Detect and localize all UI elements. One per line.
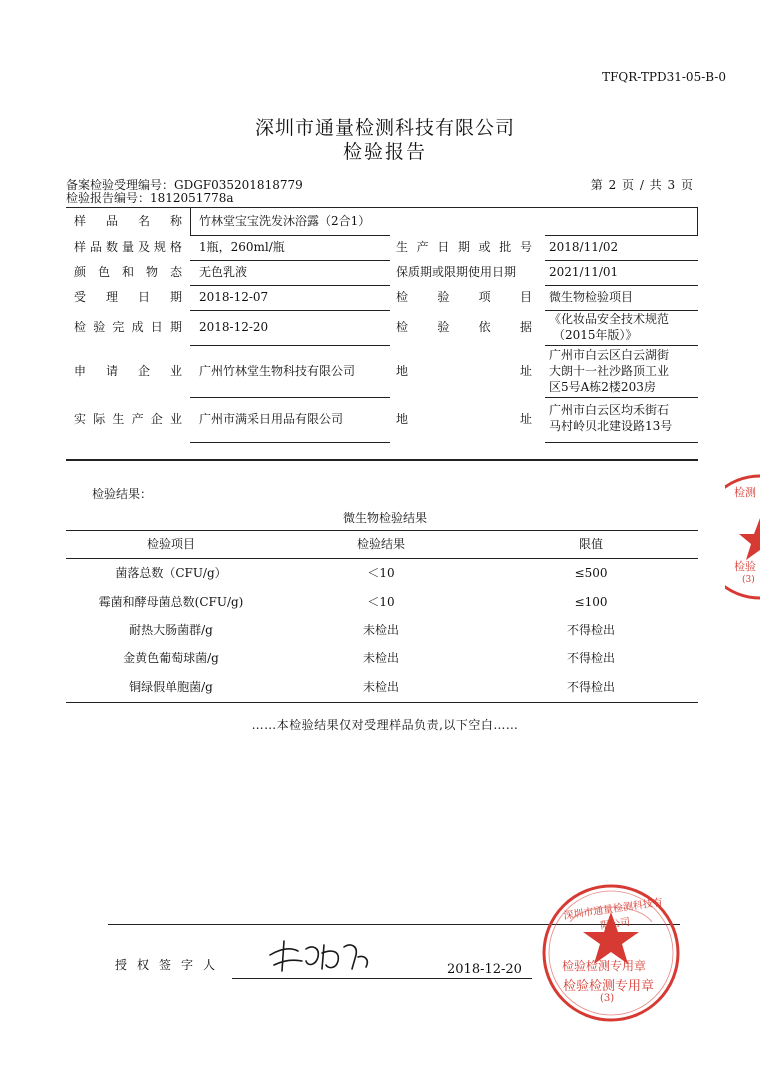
manufacturer-address-line-2: 马村岭贝北建设路13号 [549, 419, 673, 433]
rule [545, 260, 698, 261]
rule [545, 397, 698, 398]
seal-label-stamped: 检验检测专用章 [563, 979, 655, 994]
label-char: 检 [396, 290, 409, 304]
label-char: 日 [150, 320, 163, 334]
label-char: 物 [145, 265, 158, 279]
label-char: 据 [519, 320, 532, 334]
table-row [66, 644, 696, 672]
sample-name: 竹林堂宝宝洗发沐浴露（2合1） [199, 214, 371, 228]
label-char: 申 [74, 364, 87, 378]
label-char: 验 [437, 320, 450, 334]
label-color [74, 262, 182, 282]
info-bottom-rule [66, 459, 698, 461]
label-applicant-address [396, 347, 532, 395]
results-table-title: 微生物检验结果 [342, 511, 427, 525]
table-row [66, 616, 696, 644]
blank-below-note: ……本检验结果仅对受理样品负责,以下空白…… [251, 718, 519, 732]
label-char: 验 [93, 320, 106, 334]
side-stamp-top: 检测 [734, 486, 756, 499]
label-char: 和 [121, 265, 134, 279]
label-prod-date [396, 237, 532, 257]
row-limit: 不得检出 [566, 680, 615, 694]
row-result: ＜10 [367, 566, 395, 580]
label-char: 企 [150, 412, 163, 426]
row-item: 菌落总数（CFU/g） [115, 566, 227, 580]
label-char: 实 [74, 412, 87, 426]
row-limit: 不得检出 [566, 623, 615, 637]
label-char: 数 [105, 240, 118, 254]
label-char: 样 [74, 214, 87, 228]
label-qty-spec [74, 237, 182, 257]
label-expiry: 保质期或限期使用日期 [396, 265, 517, 279]
label-char: 目 [519, 290, 532, 304]
label-char: 品 [89, 240, 102, 254]
label-char: 或 [478, 240, 491, 254]
label-accept-date [74, 287, 182, 307]
rule [190, 345, 390, 346]
seal-label: 检验检测专用章 [562, 959, 647, 973]
rule [190, 260, 390, 261]
label-char: 请 [105, 364, 118, 378]
results-header-row [66, 530, 696, 558]
label-char: 及 [137, 240, 150, 254]
row-result: ＜10 [367, 595, 395, 609]
seal-index: (3) [600, 993, 615, 1004]
label-manufacturer-address [396, 400, 532, 438]
label-manufacturer [74, 400, 182, 438]
manufacturer: 广州市满采日用品有限公司 [199, 412, 344, 426]
expiry-date: 2021/11/01 [549, 265, 619, 279]
table-row [66, 588, 696, 616]
authorized-signatory-label: 授权签字人 [115, 958, 226, 972]
complete-date: 2018-12-20 [199, 320, 269, 334]
report-title: 检验报告 [342, 141, 427, 163]
label-char: 样 [74, 240, 87, 254]
label-char: 项 [478, 290, 491, 304]
label-char: 成 [131, 320, 144, 334]
row-limit: ≤100 [574, 595, 608, 609]
label-char: 依 [478, 320, 491, 334]
row-item: 耐热大肠菌群/g [129, 623, 213, 637]
label-char: 业 [169, 364, 182, 378]
label-char: 检 [396, 320, 409, 334]
label-char: 品 [105, 214, 118, 228]
label-char: 量 [121, 240, 134, 254]
table-row [66, 673, 696, 701]
label-char: 地 [396, 412, 409, 426]
label-char: 受 [74, 290, 87, 304]
test-basis-line-2: （2015年版）》 [553, 328, 638, 342]
label-char: 日 [437, 240, 450, 254]
label-char: 颜 [74, 265, 87, 279]
results-label: 检验结果： [92, 487, 153, 501]
applicant-address-line-3: 区5号A栋2楼203房 [549, 380, 656, 394]
label-char: 日 [137, 290, 150, 304]
applicant-address-line-2: 大朗十一社沙路顶工业 [549, 364, 670, 378]
label-basis [396, 312, 532, 342]
row-item: 霉菌和酵母菌总数(CFU/g) [98, 595, 244, 609]
signature-date: 2018-12-20 [447, 962, 522, 977]
table-row [66, 559, 696, 587]
label-char: 企 [137, 364, 150, 378]
label-complete-date [74, 312, 182, 342]
label-char: 期 [169, 320, 182, 334]
title-block [0, 116, 760, 164]
label-char: 产 [131, 412, 144, 426]
label-char: 名 [137, 214, 150, 228]
applicant: 广州竹林堂生物科技有限公司 [199, 364, 356, 378]
test-item: 微生物检验项目 [549, 290, 634, 304]
label-applicant [74, 347, 182, 395]
label-char: 址 [519, 412, 532, 426]
label-char: 号 [519, 240, 532, 254]
rule [190, 310, 390, 311]
header-result: 检验结果 [356, 537, 405, 551]
label-char: 生 [112, 412, 125, 426]
document-code: TFQR-TPD31-05-B-0 [602, 70, 726, 84]
label-char: 址 [519, 364, 532, 378]
row-result: 未检出 [362, 623, 399, 637]
label-char: 验 [437, 290, 450, 304]
label-char: 态 [169, 265, 182, 279]
label-char: 色 [97, 265, 110, 279]
results-bottom-rule [66, 702, 698, 703]
label-char: 批 [499, 240, 512, 254]
color-state: 无色乳液 [199, 265, 248, 279]
row-item: 金黄色葡萄球菌/g [123, 651, 219, 665]
acceptance-number: 备案检验受理编号：GDGF035201818779 [66, 178, 303, 192]
label-char: 产 [416, 240, 429, 254]
label-char: 检 [74, 320, 87, 334]
side-stamp-index: (3) [742, 575, 755, 585]
rule [190, 397, 390, 398]
rule [545, 442, 698, 443]
meta-left [66, 179, 303, 205]
label-sample-name [74, 210, 182, 232]
row-limit: ≤500 [574, 566, 608, 580]
report-number: 检验报告编号：1812051778a [66, 191, 234, 205]
rule [190, 442, 390, 443]
manufacturer-address-line-1: 广州市白云区均禾街石 [549, 403, 670, 417]
rule [190, 207, 191, 235]
label-char: 生 [396, 240, 409, 254]
applicant-address-line-1: 广州市白云区白云湖街 [549, 348, 670, 362]
test-basis [549, 311, 697, 345]
label-char: 地 [396, 364, 409, 378]
label-char: 期 [457, 240, 470, 254]
rule [697, 207, 698, 235]
company-name: 深圳市通量检测科技有限公司 [254, 117, 515, 139]
info-top-rule [66, 207, 698, 208]
label-char: 期 [169, 290, 182, 304]
label-char: 完 [112, 320, 125, 334]
label-char: 称 [169, 214, 182, 228]
label-char: 业 [169, 412, 182, 426]
row-limit: 不得检出 [566, 651, 615, 665]
header-limit: 限值 [578, 537, 603, 551]
row-result: 未检出 [362, 651, 399, 665]
side-stamp-bottom: 检验 [734, 560, 756, 573]
rule [545, 285, 698, 286]
row-item: 铜绿假单胞菌/g [129, 680, 213, 694]
header-item: 检验项目 [146, 537, 195, 551]
rule [545, 235, 698, 236]
label-char: 格 [169, 240, 182, 254]
qty-spec: 1瓶，260ml/瓶 [199, 240, 285, 254]
manufacturer-address [549, 402, 697, 438]
test-basis-line-1: 《化妆品安全技术规范 [549, 312, 670, 326]
label-char: 规 [153, 240, 166, 254]
row-result: 未检出 [362, 680, 399, 694]
label-test-item [396, 287, 532, 307]
rule [190, 285, 390, 286]
handwritten-signature [262, 935, 382, 979]
label-char: 理 [105, 290, 118, 304]
page-indicator: 第 2 页 / 共 3 页 [590, 178, 694, 192]
accept-date: 2018-12-07 [199, 290, 269, 304]
label-char: 际 [93, 412, 106, 426]
prod-date: 2018/11/02 [549, 240, 619, 254]
applicant-address [549, 347, 697, 395]
signature-line [232, 978, 532, 979]
stamp-company-text: 深圳市通量检测科技有限公司 [562, 897, 664, 932]
rule [545, 345, 698, 346]
rule [190, 235, 390, 236]
